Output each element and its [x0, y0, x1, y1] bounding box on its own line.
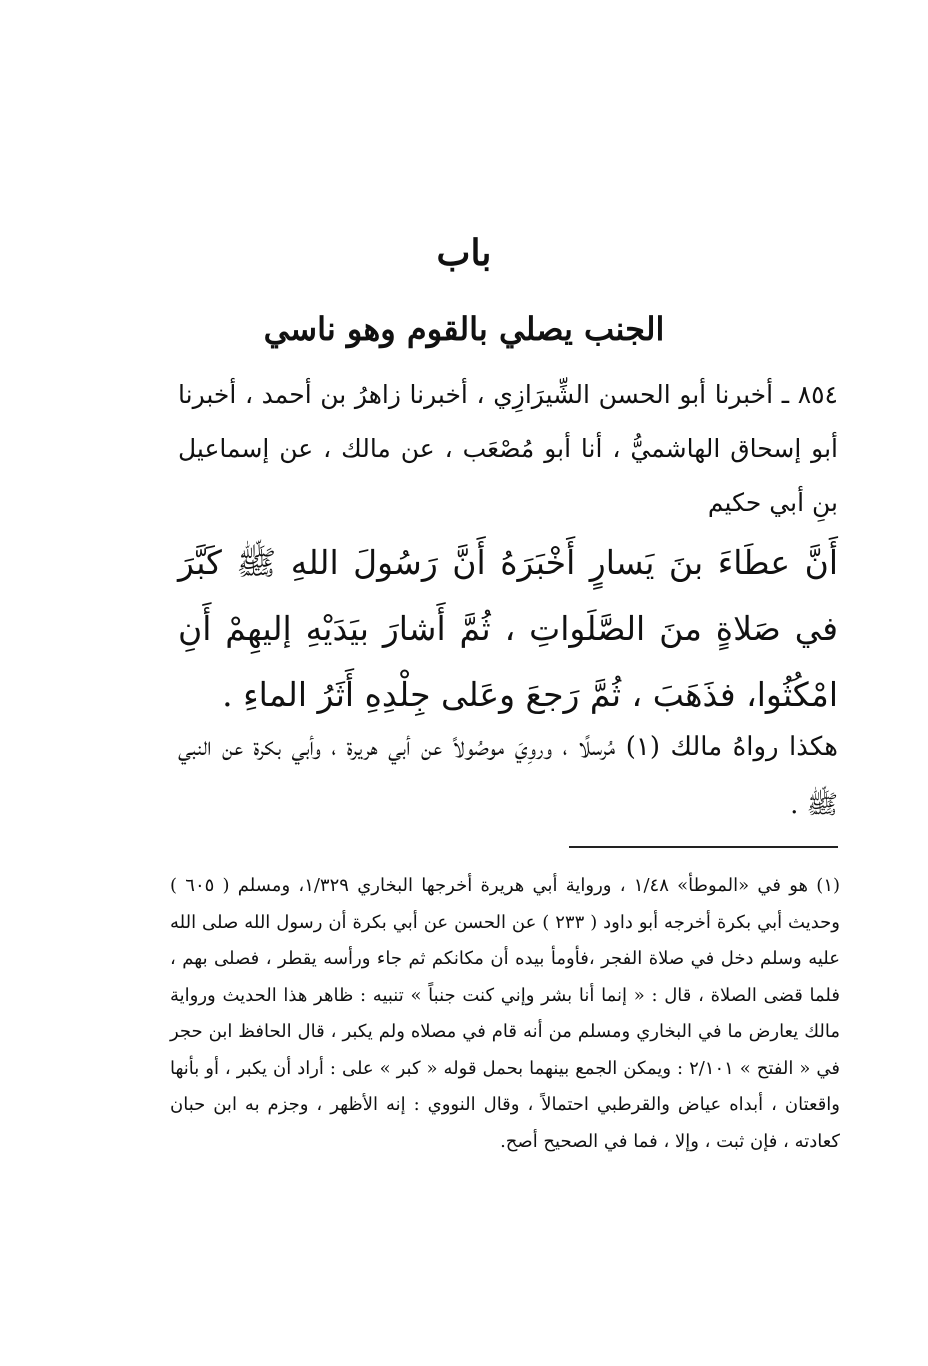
- chapter-heading: باب: [436, 232, 492, 274]
- footnote-divider: [569, 846, 838, 848]
- footnote: [170, 868, 840, 1160]
- footnote-text: (١) هو في «الموطأ» ١/٤٨ ، ورواية أبي هريرة أخرجها البخاري ١/٣٢٩، ومسلم ( ٦٠٥ ) وحديث أبي بكرة أخرجه أبو داود ( ٢٣٣ ) عن الحسن عن أبي بكرة أن رسول الله صلى الله عليه وسلم دخل في صلاة الفجر ،فأومأ بيده أن مكانكم ثم جاء ورأسه يقطر ، فصلى بهم ، فلما قضى الصلاة ، قال : « إنما أنا بشر وإني كنت جنباً » تنبيه : ظاهر هذا الحديث ورواية مالك يعارض ما في البخاري ومسلم من أنه قام في مصلاه ولم يكبر ، قال الحافظ ابن حجر في « الفتح » ٢/١٠١ : ويمكن الجمع بينهما بحمل قوله « كبر » على : أراد أن يكبر ، أو بأنها واقعتان ، أبداه عياض والقرطبي احتمالاً ، وقال النووي : إنه الأظهر ، وجزم به ابن حبان كعادته ، فإن ثبت ، وإلا ، فما في الصحيح أصح.: [170, 875, 841, 1152]
- hadith-commentary: [178, 718, 838, 834]
- chapter-subheading: الجنب يصلي بالقوم وهو ناسي: [263, 310, 665, 348]
- commentary-text: هكذا رواهُ مالك (١) مُرسلًا ، وروِيَ موصُولاً عن أبي هريرة ، وأبي بكرة عن النبي ﷺ .: [178, 732, 838, 820]
- hadith-isnad: [178, 368, 838, 530]
- matn-text: أَنَّ عطَاءَ بنَ يَسارٍ أَخْبَرَهُ أَنَّ رَسُولَ اللهِ ﷺ كَبَّرَ في صَلاةٍ منَ الصَّلَواتِ ، ثُمَّ أَشارَ بيَدَيْهِ إليهِمْ أَنِ امْكُثُوا، فذَهَبَ ، ثُمَّ رَجعَ وعَلى جِلْدِهِ أَثَرُ الماءِ .: [178, 543, 838, 714]
- hadith-matn: [178, 530, 838, 728]
- isnad-text: ٨٥٤ ـ أخبرنا أبو الحسن الشِّيرَازِي ، أخبرنا زاهرُ بن أحمد ، أخبرنا أبو إسحاق الهاشميُّ ، أنا أبو مُصْعَب ، عن مالك ، عن إسماعيل بنِ أبي حكيم: [178, 380, 838, 517]
